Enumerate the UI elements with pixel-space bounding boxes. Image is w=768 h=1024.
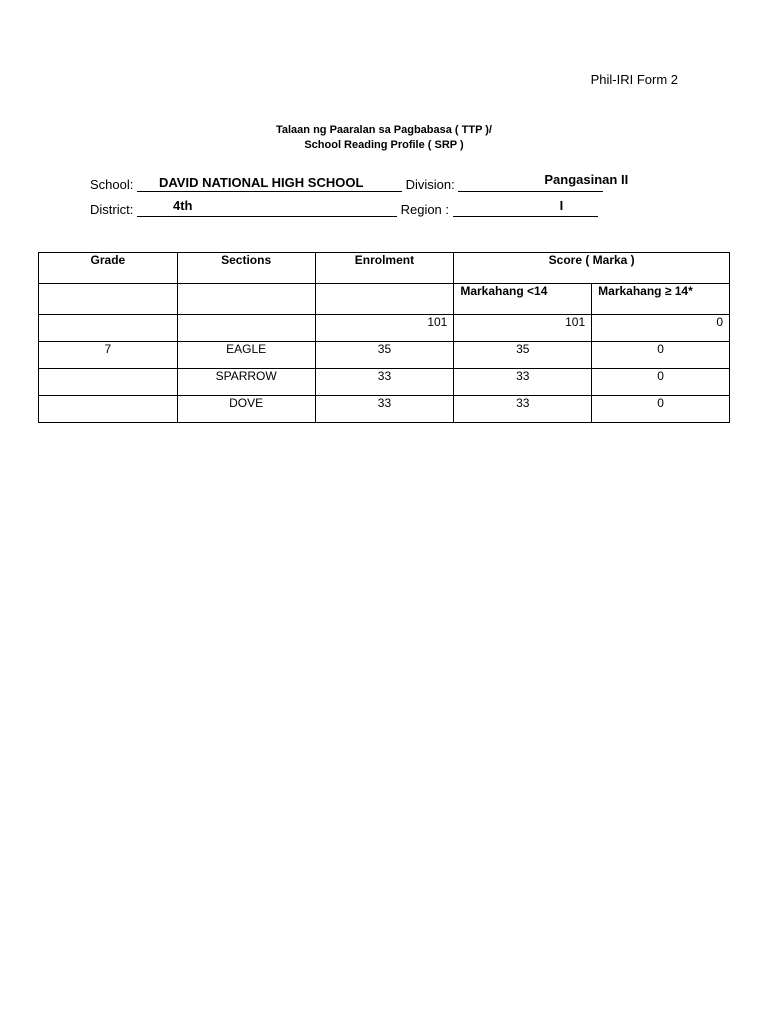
table-row bbox=[39, 342, 730, 369]
table-row bbox=[39, 369, 730, 396]
title-line-1: Talaan ng Paaralan sa Pagbabasa ( TTP )/ bbox=[275, 124, 492, 136]
header-row bbox=[39, 253, 730, 284]
region-field[interactable] bbox=[453, 198, 598, 217]
score-high-cell: 0 bbox=[592, 369, 730, 396]
grade-cell: 7 bbox=[39, 342, 178, 369]
school-division-row bbox=[90, 172, 629, 192]
grade-cell bbox=[39, 396, 178, 423]
district-label: District: bbox=[90, 202, 134, 217]
total-enrolment: 101 bbox=[315, 315, 454, 342]
sections-header: Sections bbox=[177, 253, 315, 284]
enrolment-cell: 35 bbox=[315, 342, 454, 369]
school-value: DAVID NATIONAL HIGH SCHOOL bbox=[159, 175, 364, 190]
enrolment-cell: 33 bbox=[315, 396, 454, 423]
total-row bbox=[39, 315, 730, 342]
empty-cell bbox=[177, 284, 315, 315]
section-cell: EAGLE bbox=[177, 342, 315, 369]
enrolment-cell: 33 bbox=[315, 369, 454, 396]
total-section bbox=[177, 315, 315, 342]
reading-profile-table bbox=[38, 252, 730, 423]
subheader-row bbox=[39, 284, 730, 315]
section-cell: SPARROW bbox=[177, 369, 315, 396]
total-grade bbox=[39, 315, 178, 342]
score-high-cell: 0 bbox=[592, 396, 730, 423]
enrolment-header: Enrolment bbox=[315, 253, 454, 284]
total-score-high: 0 bbox=[592, 315, 730, 342]
school-label: School: bbox=[90, 177, 134, 192]
division-value: Pangasinan II bbox=[544, 172, 629, 187]
score-header: Score ( Marka ) bbox=[454, 253, 730, 284]
empty-cell bbox=[315, 284, 454, 315]
score-low-cell: 33 bbox=[454, 396, 592, 423]
grade-header: Grade bbox=[39, 253, 178, 284]
title-line-2: School Reading Profile ( SRP ) bbox=[304, 139, 464, 151]
empty-cell bbox=[39, 284, 178, 315]
region-label: Region : bbox=[400, 202, 450, 217]
score-high-header: Markahang ≥ 14* bbox=[592, 284, 730, 315]
district-value: 4th bbox=[172, 198, 193, 213]
form-code: Phil-IRI Form 2 bbox=[590, 72, 678, 87]
score-low-cell: 33 bbox=[454, 369, 592, 396]
region-value: I bbox=[559, 198, 564, 213]
score-low-header: Markahang <14 bbox=[454, 284, 592, 315]
district-field[interactable] bbox=[137, 198, 397, 217]
district-region-row bbox=[90, 198, 598, 217]
grade-cell bbox=[39, 369, 178, 396]
score-low-cell: 35 bbox=[454, 342, 592, 369]
total-score-low: 101 bbox=[454, 315, 592, 342]
division-field[interactable] bbox=[458, 172, 629, 192]
section-cell: DOVE bbox=[177, 396, 315, 423]
school-field[interactable] bbox=[137, 177, 402, 192]
score-high-cell: 0 bbox=[592, 342, 730, 369]
table-row bbox=[39, 396, 730, 423]
division-label: Division: bbox=[405, 177, 455, 192]
